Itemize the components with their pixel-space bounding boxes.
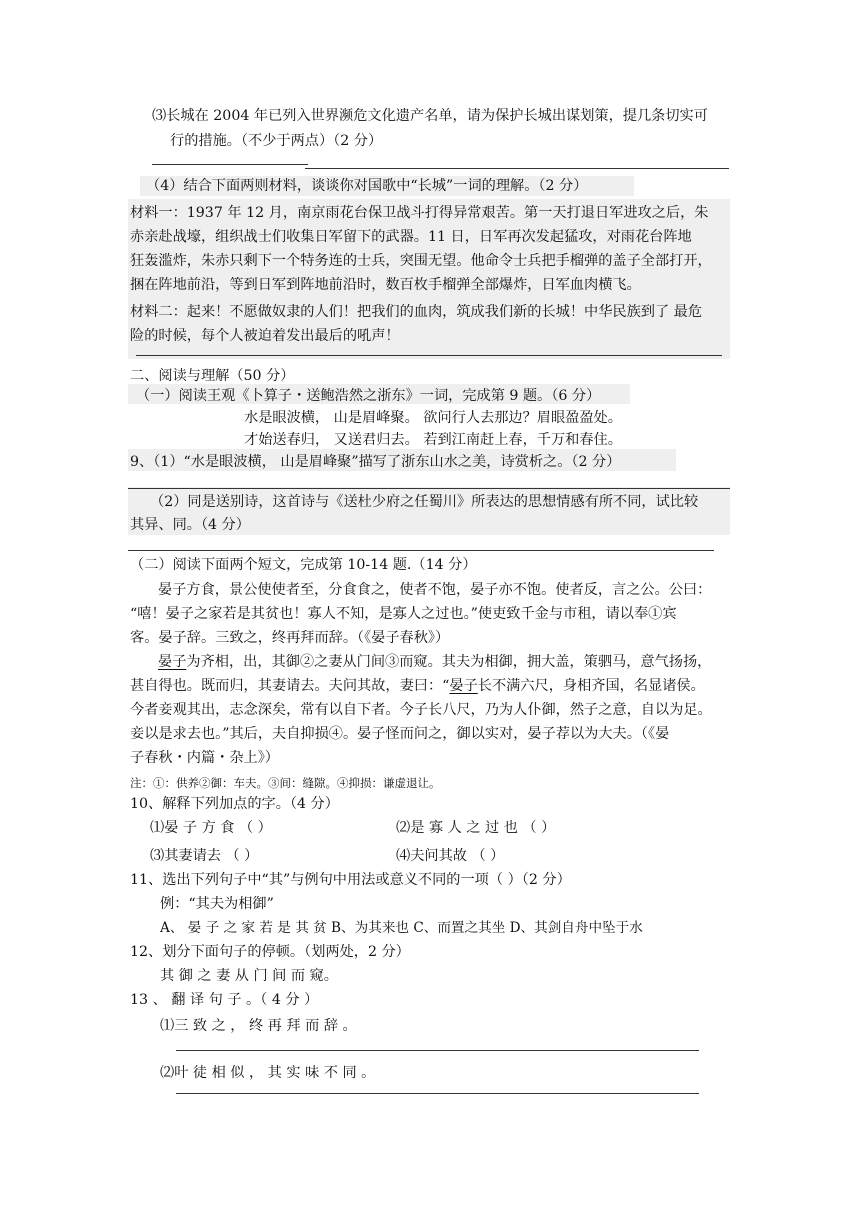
passage1-line: “嘻！晏子之家若是其贫也！寡人不知，是寡人之过也。”使吏致千金与市租，请以奉①宾 — [130, 606, 677, 622]
section2-heading: 二、阅读与理解（50 分） — [130, 368, 295, 384]
q4-title: （4）结合下面两则材料，谈谈你对国歌中“长城”一词的理解。（2 分） — [146, 178, 588, 194]
q10-item-2: ⑵是 寡 人 之 过 也 （ ） — [396, 820, 556, 836]
passage2-line: 今者妾观其出，志念深矣，常有以自下者。今子长八尺，乃为人仆御，然子之意，自以为足。 — [130, 702, 712, 718]
material1-line: 狂轰滥炸，朱赤只剩下一个特务连的士兵，突围无望。他命令士兵把手榴弹的盖子全部打开， — [130, 253, 712, 269]
q9-1-answer-line — [128, 488, 730, 489]
passage1-line: 客。晏子辞。三致之，终再拜而辞。（《晏子春秋》） — [130, 630, 450, 646]
q10-item-4: ⑷夫问其故 （ ） — [396, 848, 505, 864]
q11-example: 例：“其夫为相御” — [160, 896, 274, 912]
q13-item-2: ⑵叶 徒 相 似 ， 其 实 味 不 同 。 — [160, 1065, 376, 1081]
q10-title: 10、解释下列加点的字。（4 分） — [130, 796, 339, 812]
q12-title: 12、划分下面句子的停顿。（划两处，2 分） — [130, 944, 410, 960]
passage2-underlined-name: 晏子 — [158, 654, 187, 670]
material1-line: 捆在阵地前沿，等到日军到阵地前沿时，数百枚手榴弹全部爆炸，日军血肉横飞。 — [130, 277, 641, 293]
passage1-line: 晏子方食，景公使使者至，分食食之，使者不饱，晏子亦不饱。使者反，言之公。公曰： — [158, 582, 712, 598]
material1-line: 材料一：1937 年 12 月，南京雨花台保卫战斗打得异常艰苦。第一天打退日军进攻之后，朱 — [130, 205, 709, 221]
material2-line: 材料二：起来！不愿做奴隶的人们！把我们的血肉，筑成我们新的长城！中华民族到了 最危 — [130, 304, 703, 320]
passage2-line-2 — [130, 676, 705, 696]
q9-1: 9、（1）“水是眼波横， 山是眉峰聚”描写了浙东山水之美，诗赏析之。（2 分） — [130, 454, 621, 470]
q9-2-answer-line — [128, 550, 714, 551]
q3-line2: 行的措施。（不少于两点）（2 分） — [170, 133, 383, 149]
part1-title: （一）阅读王观《卜算子・送鲍浩然之浙东》一词，完成第 9 题。（6 分） — [136, 388, 601, 404]
q11-title: 11、选出下列句子中“其”与例句中用法或意义不同的一项（ ）（2 分） — [130, 872, 571, 888]
poem-line-1: 水是眼波横， 山是眉峰聚。 欲问行人去那边？眉眼盈盈处。 — [244, 410, 622, 426]
passage2-line-1 — [158, 652, 711, 672]
material2-line: 险的时候，每个人被迫着发出最后的吼声！ — [130, 328, 400, 344]
annotation-note: 注：①：供养②御：车夫。③间：缝隙。④抑损：谦虚退让。 — [130, 776, 441, 790]
q4-answer-line — [136, 355, 722, 356]
q3-answer-line-left — [152, 164, 308, 165]
passage2-line2-text: 甚自得也。既而归，其妻请去。夫问其故，妻曰：“ — [130, 678, 450, 694]
passage2-line: 妾以是求去也。”其后，夫自抑损④。晏子怪而问之，御以实对，晏子荐以为大夫。（《晏 — [130, 726, 670, 742]
q10-item-3: ⑶其妻请去 （ ） — [150, 848, 259, 864]
poem-line-2: 才始送春归， 又送君归去。 若到江南赶上春，千万和春住。 — [244, 432, 622, 448]
q13-item2-answer-line — [176, 1093, 699, 1094]
passage2-line1-text: 为齐相，出，其御②之妻从门间③而窥。其夫为相御，拥大盖，策驷马，意气扬扬， — [186, 654, 712, 670]
q13-item-1: ⑴三 致 之 ， 终 再 拜 而 辞 。 — [160, 1018, 357, 1034]
part2-title: （二）阅读下面两个短文，完成第 10-14 题.（14 分） — [130, 557, 477, 573]
passage2-underlined-name: 晏子 — [449, 678, 478, 694]
q3-line1: ⑶长城在 2004 年已列入世界濒危文化遗产名单，请为保护长城出谋划策，提几条切实可 — [152, 108, 708, 124]
passage2-line: 子春秋・内篇・杂上》） — [130, 750, 279, 766]
q10-item-1: ⑴晏 子 方 食 （ ） — [150, 820, 272, 836]
material1-line: 赤亲赴战壕，组织战士们收集日军留下的武器。11 日，日军再次发起猛攻，对雨花台阵地 — [130, 229, 692, 245]
q13-title: 13 、 翻 译 句 子 。（ 4 分 ） — [130, 992, 319, 1008]
q9-2-line2: 其异、同。（4 分） — [130, 517, 250, 533]
passage2-line2-rest: 长不满六尺，身相齐国，名显诸侯。 — [477, 678, 705, 694]
q12-sentence: 其 御 之 妻 从 门 间 而 窥。 — [160, 968, 338, 984]
q11-options: A、 晏 子 之 家 若 是 其 贫 B、为其来也 C、而置之其坐 D、其剑自舟中坠于水 — [160, 920, 643, 936]
q9-2-line1: （2）同是送别诗，这首诗与《送杜少府之任蜀川》所表达的思想情感有所不同，试比较 — [150, 494, 699, 510]
q3-answer-line-right — [305, 168, 729, 169]
q13-item1-answer-line — [176, 1050, 699, 1051]
